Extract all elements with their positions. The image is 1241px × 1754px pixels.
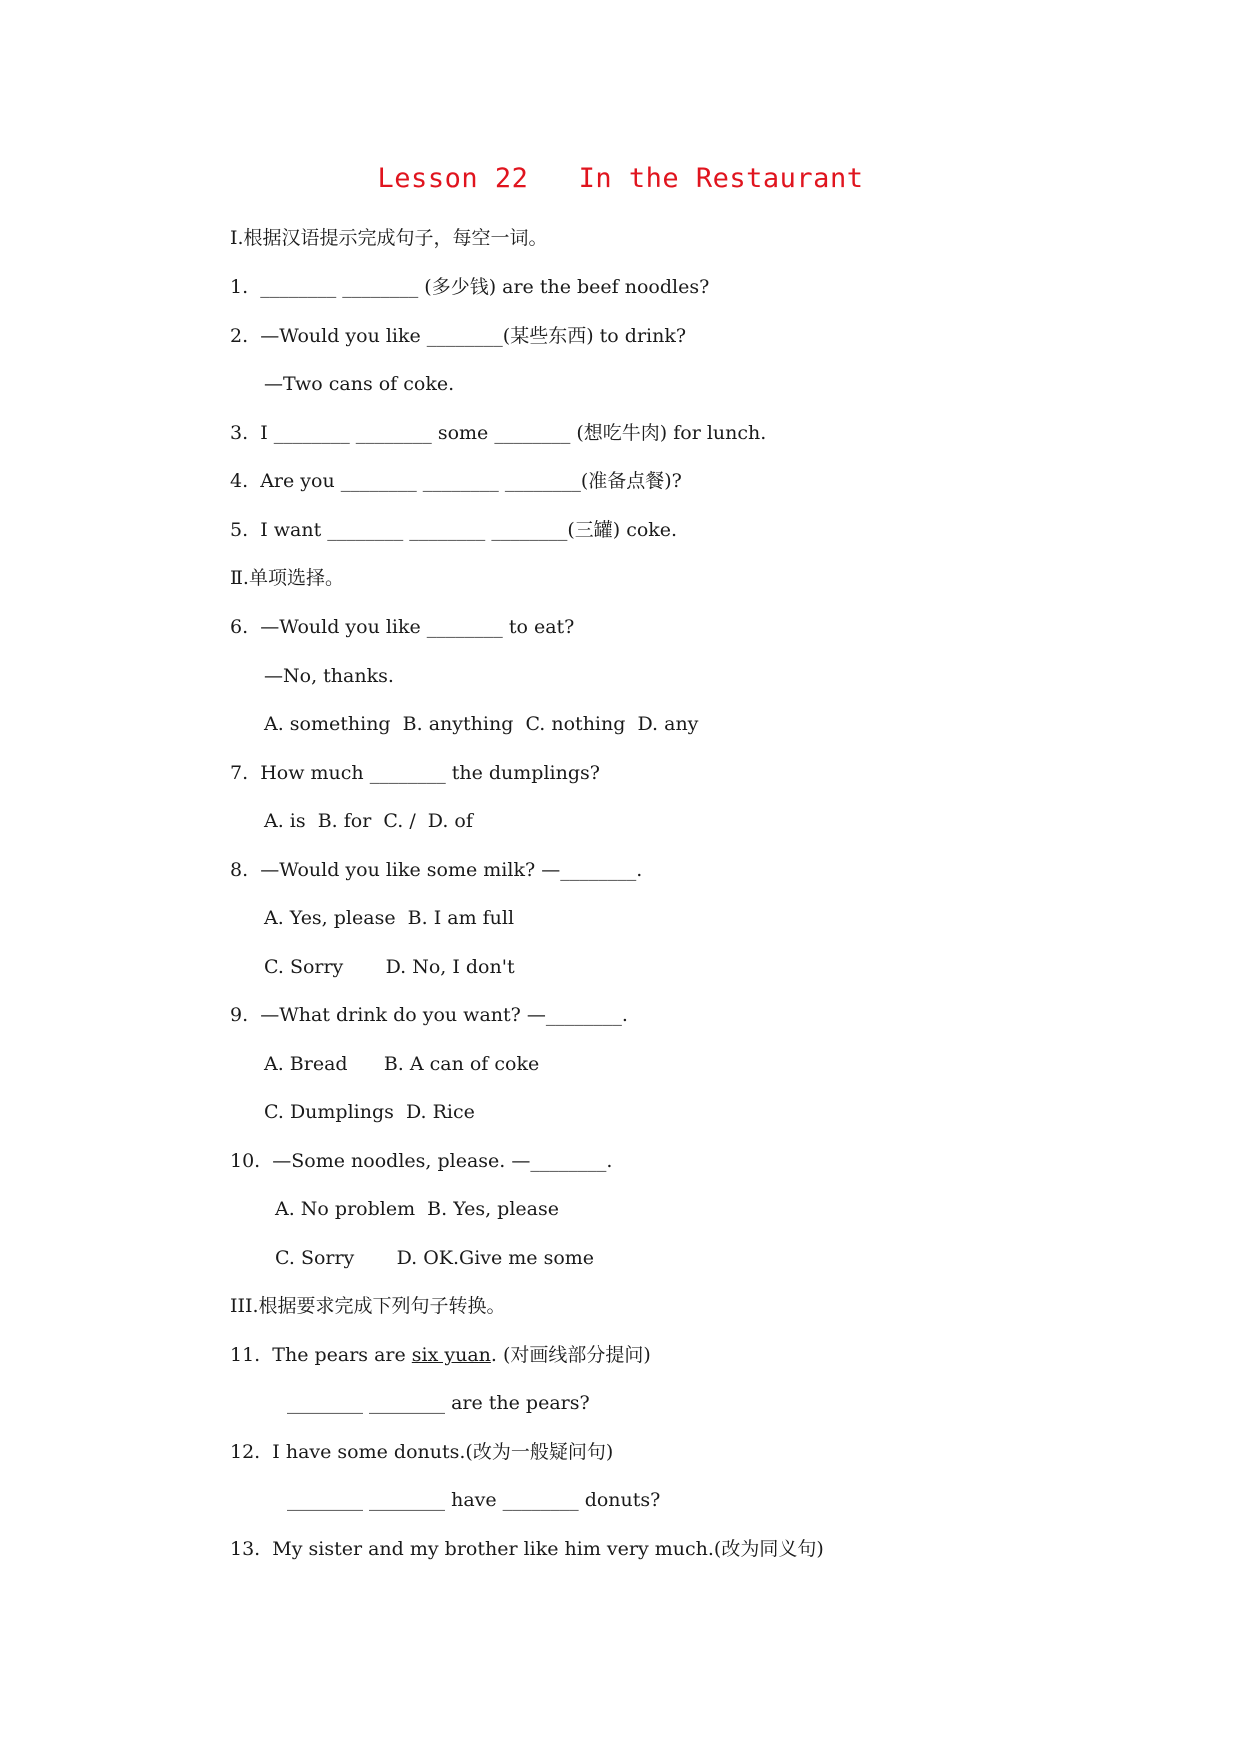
section-1-heading: Ⅰ.根据汉语提示完成句子，每空一词。 bbox=[230, 227, 548, 249]
question-11-text: 11. The pears are bbox=[230, 1344, 412, 1366]
question-3: 3. I ________ ________ some ________ (想吃牛肉) for lunch. bbox=[230, 422, 767, 444]
question-2-answer: —Two cans of coke. bbox=[264, 373, 455, 395]
section-3-heading: III.根据要求完成下列句子转换。 bbox=[230, 1295, 506, 1317]
question-13: 13. My sister and my brother like him very much.(改为同义句) bbox=[230, 1538, 824, 1560]
question-10-options-ab: A. No problem B. Yes, please bbox=[275, 1198, 559, 1220]
question-2: 2. —Would you like ________(某些东西) to drink? bbox=[230, 325, 687, 347]
question-11 bbox=[230, 1343, 651, 1367]
question-8-options-ab: A. Yes, please B. I am full bbox=[264, 907, 515, 929]
question-10: 10. —Some noodles, please. —________. bbox=[230, 1150, 613, 1172]
question-1: 1. ________ ________ (多少钱) are the beef noodles? bbox=[230, 276, 710, 298]
question-7: 7. How much ________ the dumplings? bbox=[230, 762, 600, 784]
question-9: 9. —What drink do you want? —________. bbox=[230, 1004, 628, 1026]
question-8-options-cd: C. Sorry D. No, I don't bbox=[264, 956, 515, 978]
question-9-options-cd: C. Dumplings D. Rice bbox=[264, 1101, 475, 1123]
underlined-phrase: six yuan bbox=[411, 1344, 491, 1366]
question-6: 6. —Would you like ________ to eat? bbox=[230, 616, 575, 638]
question-11-instruction: . (对画线部分提问) bbox=[490, 1344, 651, 1366]
section-2-heading: Ⅱ.单项选择。 bbox=[230, 567, 344, 589]
question-10-options-cd: C. Sorry D. OK.Give me some bbox=[275, 1247, 595, 1269]
question-7-options: A. is B. for C. / D. of bbox=[264, 810, 473, 832]
question-5: 5. I want ________ ________ ________(三罐) coke. bbox=[230, 519, 678, 541]
question-4: 4. Are you ________ ________ ________(准备点餐)? bbox=[230, 470, 682, 492]
question-12: 12. I have some donuts.(改为一般疑问句) bbox=[230, 1441, 614, 1463]
lesson-title: Lesson 22 In the Restaurant bbox=[377, 163, 864, 194]
question-12-answer: ________ ________ have ________ donuts? bbox=[287, 1489, 661, 1511]
question-6-response: —No, thanks. bbox=[264, 665, 394, 687]
question-9-options-ab: A. Bread B. A can of coke bbox=[264, 1053, 540, 1075]
question-6-options: A. something B. anything C. nothing D. any bbox=[264, 713, 699, 735]
question-11-answer: ________ ________ are the pears? bbox=[287, 1392, 590, 1414]
question-8: 8. —Would you like some milk? —________. bbox=[230, 859, 643, 881]
